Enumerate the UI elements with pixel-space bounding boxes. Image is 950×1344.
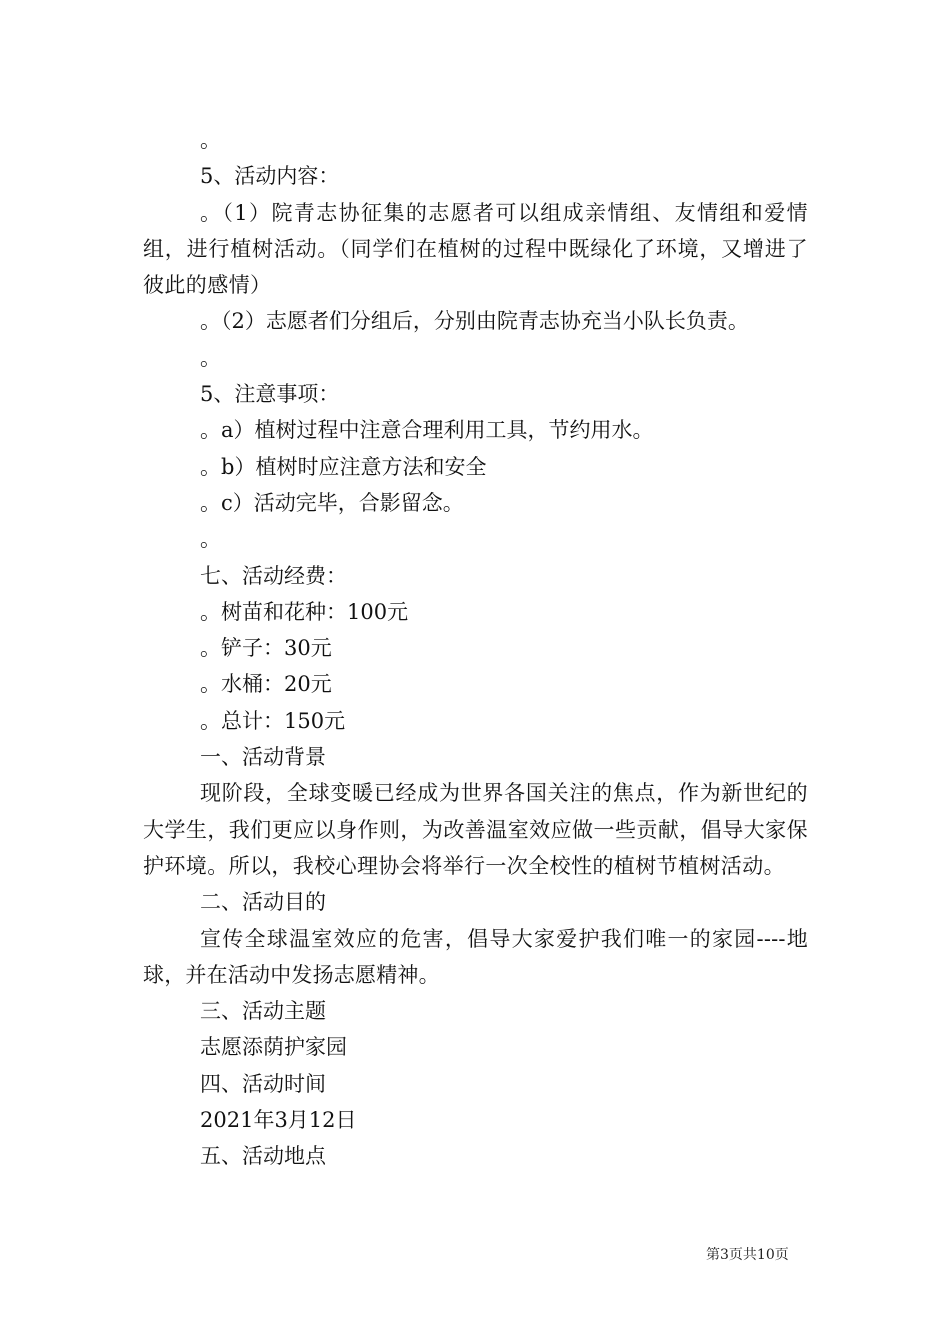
text-line: 。（2）志愿者们分组后，分别由院青志协充当小队长负责。 [200,309,749,334]
list-item: 。b）植树时应注意方法和安全 [200,454,487,479]
list-item: 。树苗和花种：100元 [200,599,409,624]
list-item: 。a）植树过程中注意合理利用工具，节约用水。 [200,418,654,443]
list-item: 。铲子：30元 [200,636,332,661]
text-line: 志愿添荫护家园 [200,1035,347,1060]
document-body [143,122,808,1175]
section-heading: 五、活动地点 [200,1144,326,1169]
text-line: 。 [200,345,221,370]
paragraph: 。（1）院青志协征集的志愿者可以组成亲情组、友情组和爱情组，进行植树活动。（同学们在植树的过程中既绿化了环境，又增进了彼此的感情） [143,200,808,298]
text-line: 。 [200,527,221,552]
section-heading: 四、活动时间 [200,1071,326,1096]
page-number: 第3页共10页 [706,1247,789,1263]
section-heading: 一、活动背景 [200,745,326,770]
paragraph: 宣传全球温室效应的危害，倡导大家爱护我们唯一的家园----地球，并在活动中发扬志愿精神。 [143,926,808,987]
list-item: 。总计：150元 [200,708,346,733]
section-heading: 5、活动内容： [200,164,340,189]
section-heading: 七、活动经费： [200,563,347,588]
text-line: 2021年3月12日 [200,1108,357,1133]
list-item: 。c）活动完毕，合影留念。 [200,490,464,515]
list-item: 。水桶：20元 [200,672,332,697]
paragraph: 现阶段，全球变暖已经成为世界各国关注的焦点，作为新世纪的大学生，我们更应以身作则，为改善温室效应做一些贡献，倡导大家保护环境。所以，我校心理协会将举行一次全校性的植树节植树活动。 [143,781,808,878]
section-heading: 二、活动目的 [200,890,326,915]
text-line: 。 [200,128,221,152]
section-heading: 三、活动主题 [200,999,326,1024]
section-heading: 5、注意事项： [200,382,340,407]
